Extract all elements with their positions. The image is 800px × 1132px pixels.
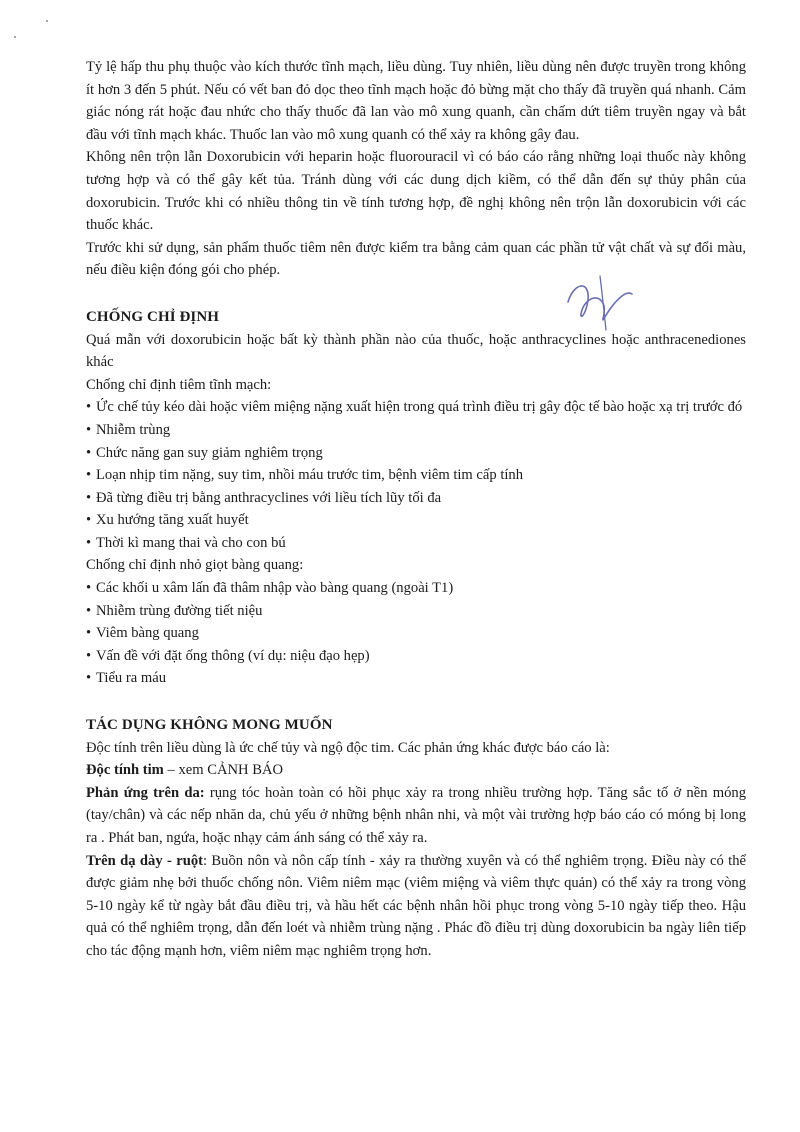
paragraph-absorption: Tỷ lệ hấp thu phụ thuộc vào kích thước tĩnh mạch, liều dùng. Tuy nhiên, liều dùng nên được truyền trong không ít hơn 3 đến 5 phút. Nếu có vết ban đỏ dọc theo tĩnh mạch hoặc đỏ bừng mặt cho thấy đã truyền quá nhanh. Cảm giác nóng rát hoặc đau nhức cho thấy thuốc đã lan vào mô xung quanh, cần chấm dứt tiêm truyền ngay và bắt đầu với tĩnh mạch khác. Thuốc lan vào mô xung quanh có thể xảy ra không gây đau. <box>86 59 746 143</box>
scan-speck <box>14 36 16 38</box>
bullet-icon: • <box>86 512 92 529</box>
scan-speck <box>46 20 48 22</box>
gi-effects-label: Trên dạ dày - ruột <box>86 852 203 869</box>
skin-reaction-paragraph <box>86 782 746 850</box>
list-item: • Vấn đề với đặt ống thông (ví dụ: niệu đạo hẹp) <box>86 645 746 668</box>
list-item: • Thời kì mang thai và cho con bú <box>86 532 746 555</box>
list-item: • Nhiễm trùng <box>86 419 746 442</box>
bladder-contraindications-list <box>86 577 746 690</box>
bullet-icon: • <box>86 602 92 619</box>
list-item: • Xu hướng tăng xuất huyết <box>86 509 746 532</box>
spacer <box>86 282 746 306</box>
gi-effects-text: : Buồn nôn và nôn cấp tính - xảy ra thường xuyên và có thể nghiêm trọng. Điều này có thể được giảm nhẹ bởi thuốc chống nôn. Viêm niêm mạc (viêm miệng và viêm thực quản) có thể xảy ra trong vòng 5-10 ngày kể từ ngày bắt đầu điều trị, và hầu hết các bệnh nhân hồi phục trong vòng 5-10 ngày tiếp theo. Hậu quả có thể nghiêm trọng, dẫn đến loét và nhiễm trùng nặng . Phác đồ điều trị dùng doxorubicin ba ngày liên tiếp cho tác động mạnh hơn, viêm niêm mạc nghiêm trọng hơn. <box>86 852 746 959</box>
bladder-contraindications-label: Chống chỉ định nhỏ giọt bàng quang: <box>86 557 304 574</box>
list-item: • Tiểu ra máu <box>86 667 746 690</box>
spacer <box>86 690 746 714</box>
iv-contraindications-label: Chống chỉ định tiêm tĩnh mạch: <box>86 376 272 393</box>
bullet-icon: • <box>86 625 92 642</box>
cardio-toxicity-text: – xem CẢNH BÁO <box>163 762 284 779</box>
paragraph-compatibility: Không nên trộn lẫn Doxorubicin với heparin hoặc fluorouracil vì có báo cáo rằng những loại thuốc này không tương hợp và có thể gây kết tủa. Tránh dùng với các dung dịch kiềm, có thể dẫn đến sự thủy phân của doxorubicin. Trước khi có nhiều thông tin về tính tương hợp, đề nghị không nên trộn lẫn doxorubicin với các thuốc khác. <box>86 149 746 234</box>
document-body <box>86 56 746 963</box>
bullet-icon: • <box>86 467 92 484</box>
bullet-icon: • <box>86 670 92 687</box>
bullet-icon: • <box>86 534 92 551</box>
iv-contraindications-list <box>86 396 746 554</box>
paragraph-inspection: Trước khi sử dụng, sản phẩm thuốc tiêm nên được kiểm tra bằng cảm quan các phần tử vật chất và sự đổi màu, nếu điều kiện đóng gói cho phép. <box>86 239 746 279</box>
bullet-icon: • <box>86 647 92 664</box>
skin-reaction-text: rụng tóc hoàn toàn có hồi phục xảy ra trong nhiều trường hợp. Tăng sắc tố ở nền móng (tay/chân) và các nếp nhăn da, chủ yếu ở những bệnh nhân nhi, và một vài trường hợp báo cáo có móng bị long ra . Phát ban, ngứa, hoặc nhạy cảm ánh sáng có thể xảy ra. <box>86 784 747 846</box>
bullet-icon: • <box>86 399 92 416</box>
bullet-icon: • <box>86 580 92 597</box>
bullet-icon: • <box>86 444 92 461</box>
list-item: • Viêm bàng quang <box>86 622 746 645</box>
list-item: • Ức chế tủy kéo dài hoặc viêm miệng nặng xuất hiện trong quá trình điều trị gây độc tế bào hoặc xạ trị trước đó <box>86 396 746 419</box>
section-heading-contraindications: CHỐNG CHỈ ĐỊNH <box>86 308 220 325</box>
list-item: • Các khối u xâm lấn đã thâm nhập vào bàng quang (ngoài T1) <box>86 577 746 600</box>
list-item: • Loạn nhịp tim nặng, suy tim, nhồi máu trước tim, bệnh viêm tim cấp tính <box>86 464 746 487</box>
list-item: • Chức năng gan suy giảm nghiêm trọng <box>86 442 746 465</box>
section-heading-adverse-effects: TÁC DỤNG KHÔNG MONG MUỐN <box>86 717 333 734</box>
cardio-toxicity-paragraph <box>86 759 746 782</box>
bullet-icon: • <box>86 489 92 506</box>
contraindications-intro: Quá mẫn với doxorubicin hoặc bất kỳ thành phần nào của thuốc, hoặc anthracyclines hoặc anthracenediones khác <box>86 331 746 371</box>
gi-effects-paragraph <box>86 850 746 963</box>
bullet-icon: • <box>86 421 92 438</box>
adverse-effects-intro: Độc tính trên liều dùng là ức chế tủy và ngộ độc tim. Các phản ứng khác được báo cáo là: <box>86 739 610 756</box>
list-item: • Nhiễm trùng đường tiết niệu <box>86 600 746 623</box>
list-item: • Đã từng điều trị bằng anthracyclines với liều tích lũy tối đa <box>86 487 746 510</box>
skin-reaction-label: Phản ứng trên da: <box>86 784 205 801</box>
cardio-toxicity-label: Độc tính tim <box>86 762 164 779</box>
